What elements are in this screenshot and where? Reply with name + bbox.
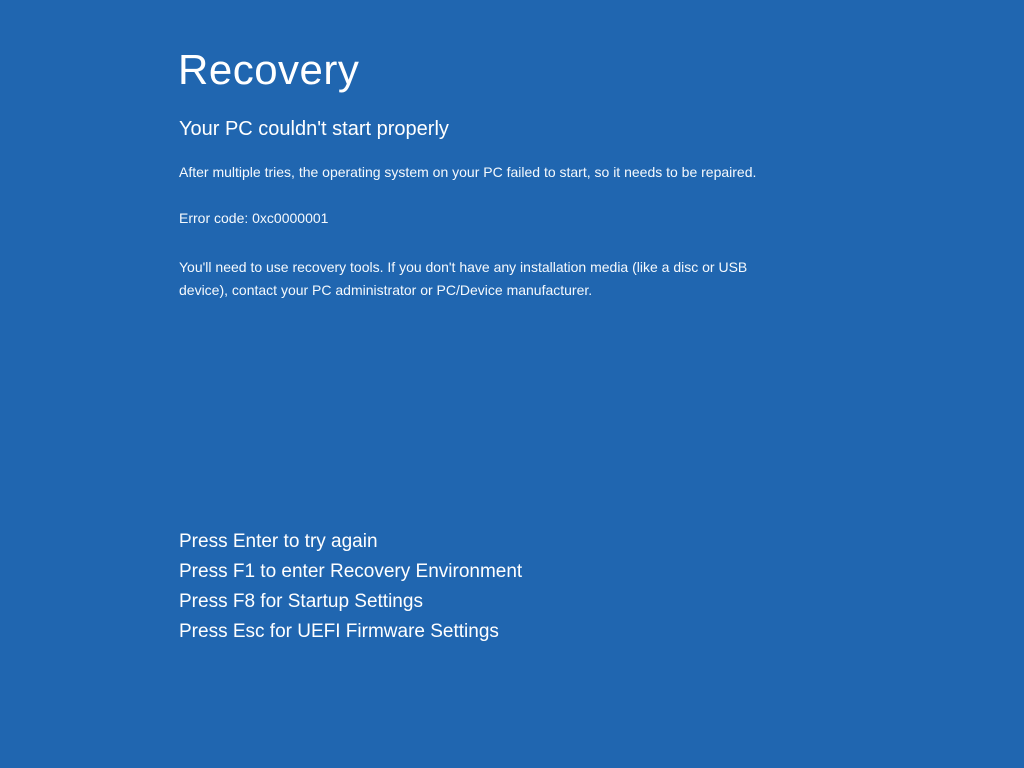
error-code: Error code: 0xc0000001: [179, 210, 329, 226]
option-press-enter: Press Enter to try again: [179, 531, 378, 552]
option-press-f8: Press F8 for Startup Settings: [179, 591, 423, 612]
option-press-esc: Press Esc for UEFI Firmware Settings: [179, 621, 499, 642]
page-title: Recovery: [178, 46, 360, 93]
error-heading: Your PC couldn't start properly: [179, 118, 449, 140]
recovery-instructions: You'll need to use recovery tools. If you don't have any installation media (like a disc or USB device), contact your PC administrator or PC/Device manufacturer.: [179, 259, 748, 298]
error-description: After multiple tries, the operating system on your PC failed to start, so it needs to be repaired.: [179, 164, 757, 180]
key-options-list: [179, 527, 522, 647]
option-press-f1: Press F1 to enter Recovery Environment: [179, 561, 523, 582]
